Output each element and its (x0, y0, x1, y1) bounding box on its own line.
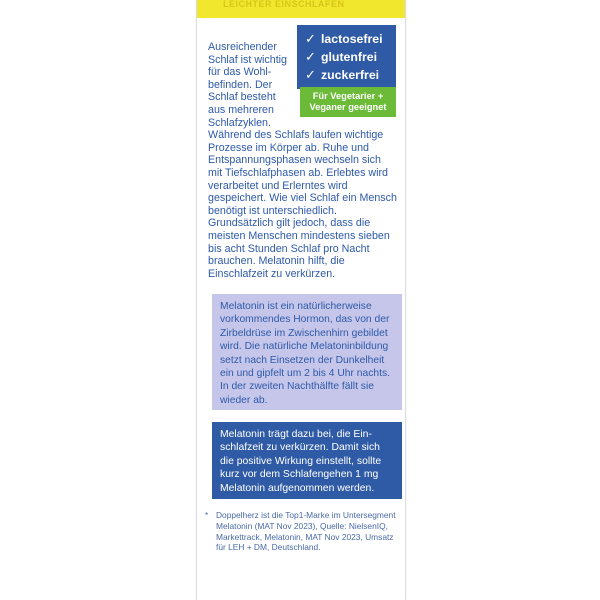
top-yellow-band (197, 0, 405, 18)
melatonin-claim-box (212, 422, 402, 499)
claim-label: glutenfrei (321, 50, 378, 64)
intro-text: Ausreichender Schlaf ist wichtig für das Wohl-befinden. Der Schlaf besteht aus mehreren Schlafzyklen. Während des Schlafs laufen wichtige Prozesse im Körper ab. Ruhe und Entspannungsphasen wechseln sich mit Tiefschlafphasen ab. Erlebtes wird verarbeitet und Erlerntes wird gespeichert. Wie viel Schlaf ein Mensch benötigt ist unterschiedlich. Grundsätzlich gilt jedoch, dass die meisten Menschen mindestens sieben bis acht Stunden Schlaf pro Nacht brauchen. Melatonin hilft, die Einschlafzeit zu verkürzen. (208, 41, 397, 280)
top-band-text: LEICHTER EINSCHLAFEN (223, 0, 345, 9)
product-box-side-panel (196, 0, 406, 600)
veggie-badge-line2: Veganer geeignet (309, 102, 387, 112)
claim-label: lactosefrei (321, 32, 383, 46)
footnote-text: Doppelherz ist die Top1-Marke im Untersegment Melatonin (MAT Nov 2023), Quelle: NielsenIQ, Markettrack, Melatonin, MAT Nov 2023, Umsatz für LEH + DM, Deutschland. (216, 510, 396, 553)
info-box-text: Melatonin ist ein natürlicherweise vorkommendes Hormon, das von der Zirbeldrüse im Zwischenhirn gebildet wird. Die natürliche Melatoninbildung setzt nach Einsetzen der Dunkelheit ein und gipfelt um 2 bis 4 Uhr nachts. In der zweiten Nachthälfte fällt sie wieder ab. (220, 301, 390, 406)
checkmark-icon: ✓ (305, 49, 316, 64)
checkmark-icon: ✓ (305, 31, 316, 46)
intro-paragraph (208, 41, 398, 280)
highlight-text: Melatonin trägt dazu bei, die Ein-schlafzeit zu verkürzen. Damit sich die positive Wirkung einstellt, sollte kurz vor dem Schlafengehen 1 mg Melatonin aufgenommen werden. (220, 429, 382, 494)
melatonin-info-box (212, 294, 402, 410)
checkmark-icon: ✓ (305, 67, 316, 82)
claim-label: zuckerfrei (321, 68, 380, 82)
footnote (205, 510, 399, 553)
footnote-marker: * (205, 510, 209, 520)
veggie-badge-line1: Für Vegetarier + (312, 91, 384, 101)
badge-float-spacer (294, 41, 398, 124)
